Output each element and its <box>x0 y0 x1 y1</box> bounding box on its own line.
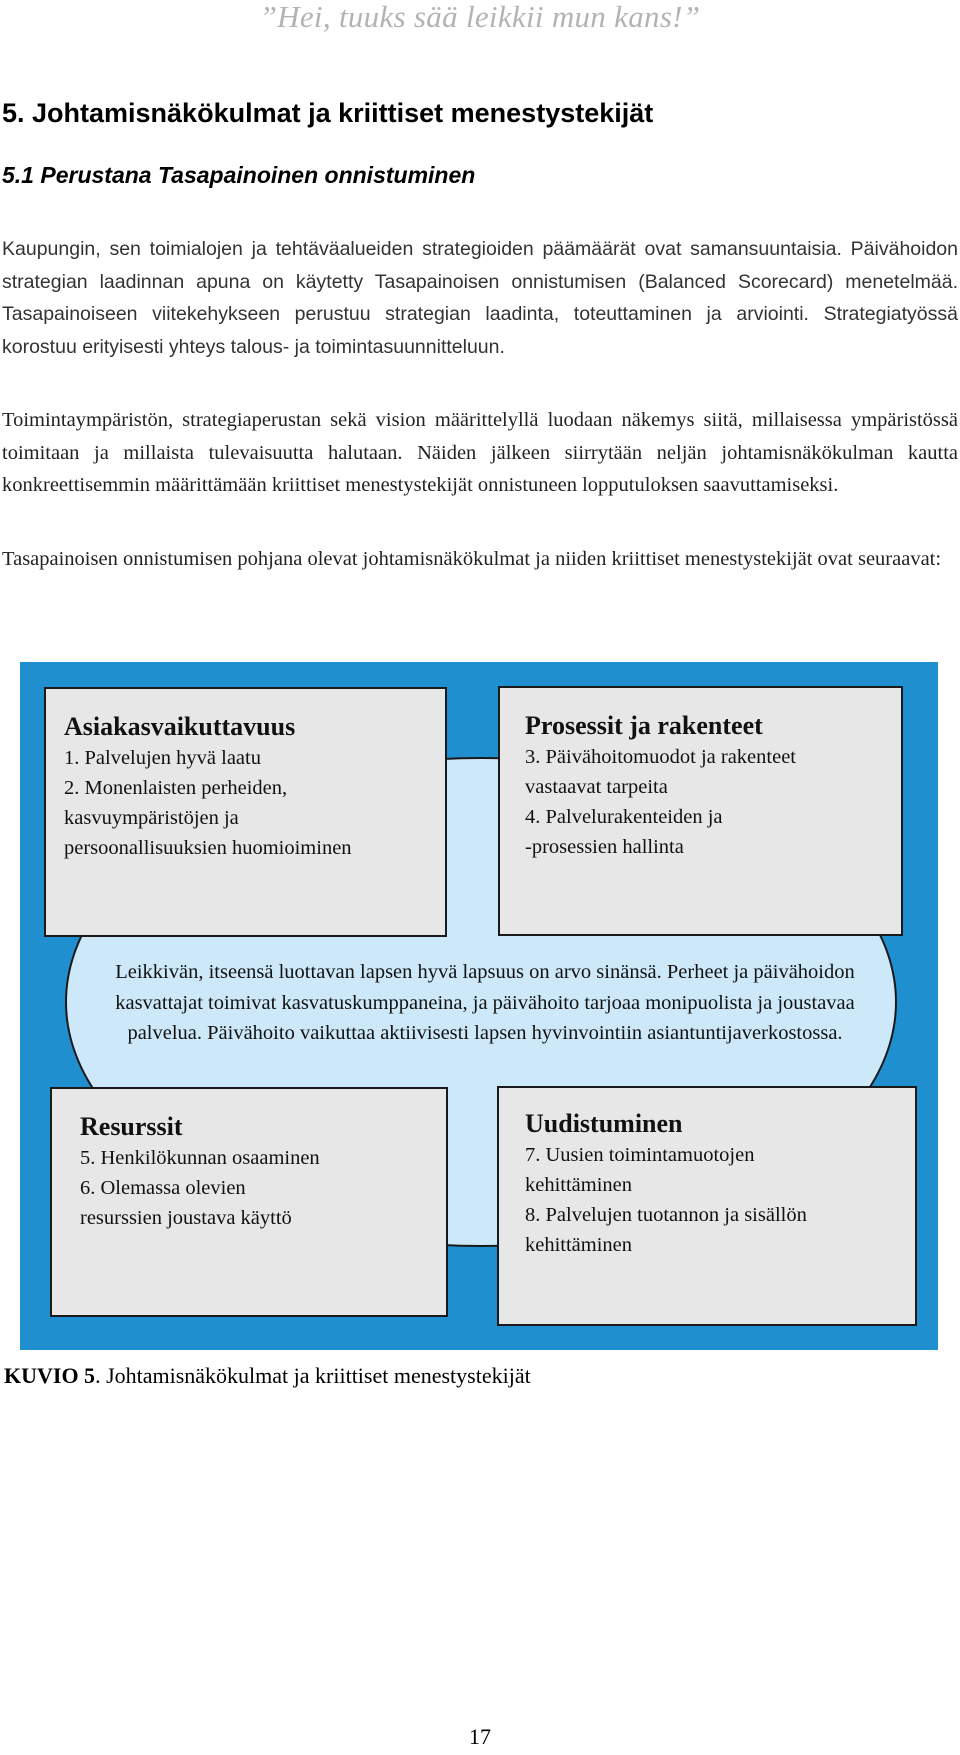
box-line: kehittäminen <box>525 1174 633 1196</box>
box-line: resurssien joustava käyttö <box>80 1207 292 1229</box>
figure-caption <box>4 1362 531 1390</box>
box-line: 1. Palvelujen hyvä laatu <box>64 747 261 769</box>
section-heading: 5. Johtamisnäkökulmat ja kriittiset menestystekijät <box>2 98 654 128</box>
box-line: kehittäminen <box>525 1234 633 1256</box>
vision-text: Leikkivän, itseensä luottavan lapsen hyvä lapsuus on arvo sinänsä. Perheet ja päivähoidon kasvattajat toimivat kasvatuskumppaneina, ja päivähoito tarjoaa monipuolista ja joustavaa palvelua. Päivähoito vaikuttaa aktiivisesti lapsen hyvinvointiin asiantuntijaverkostossa. <box>115 961 855 1044</box>
resources-box <box>50 1087 448 1317</box>
box-title: Prosessit ja rakenteet <box>525 711 763 740</box>
box-line: 4. Palvelurakenteiden ja <box>525 806 723 828</box>
header-motto: ”Hei, tuuks sää leikkii mun kans!” <box>259 0 701 34</box>
page-number: 17 <box>469 1724 491 1749</box>
subsection-heading: 5.1 Perustana Tasapainoinen onnistuminen <box>2 162 476 188</box>
paragraph-perspectives: Tasapainoisen onnistumisen pohjana olevat johtamisnäkökulmat ja niiden kriittiset menestystekijät ovat seuraavat: <box>2 548 942 570</box>
scorecard-figure <box>20 662 938 1350</box>
box-line: vastaavat tarpeita <box>525 776 668 798</box>
processes-box <box>498 686 903 936</box>
customer-impact-box <box>44 687 447 937</box>
box-title: Asiakasvaikuttavuus <box>64 712 296 741</box>
box-line: kasvuympäristöjen ja <box>64 807 239 829</box>
caption-label: KUVIO 5 <box>4 1363 96 1388</box>
box-title: Resurssit <box>80 1112 183 1141</box>
box-line: 6. Olemassa olevien <box>80 1177 246 1199</box>
box-line: 8. Palvelujen tuotannon ja sisällön <box>525 1204 807 1226</box>
paragraph-environment: Toimintaympäristön, strategiaperustan sekä vision määrittelyllä luodaan näkemys siitä, millaisessa ympäristössä toimitaan ja millaista tulevaisuutta halutaan. Näiden jälkeen siirrytään neljän johtamisnäkökulman kautta konkreettisemmin määrittämään kriittiset menestystekijät onnistuneen lopputuloksen saavuttamiseksi. <box>2 409 958 496</box>
box-title: Uudistuminen <box>525 1109 683 1138</box>
box-line: persoonallisuuksien huomioiminen <box>64 837 352 859</box>
box-line: 2. Monenlaisten perheiden, <box>64 777 288 799</box>
box-line: 7. Uusien toimintamuotojen <box>525 1144 755 1166</box>
caption-text: . Johtamisnäkökulmat ja kriittiset menestystekijät <box>95 1363 531 1388</box>
box-line: 3. Päivähoitomuodot ja rakenteet <box>525 746 796 768</box>
box-line: 5. Henkilökunnan osaaminen <box>80 1147 320 1169</box>
paragraph-intro: Kaupungin, sen toimialojen ja tehtäväalueiden strategioiden päämäärät ovat samansuuntaisia. Päivähoidon strategian laadinnan apuna on käytetty Tasapainoisen onnistumisen (Balanced Scorecard) menetelmää. Tasapainoiseen viitekehykseen perustuu strategian laadinta, toteuttaminen ja arviointi. Strategiatyössä korostuu erityisesti yhteys talous- ja toimintasuunnitteluun. <box>2 238 958 358</box>
box-line: -prosessien hallinta <box>525 836 684 858</box>
renewal-box <box>497 1086 917 1326</box>
